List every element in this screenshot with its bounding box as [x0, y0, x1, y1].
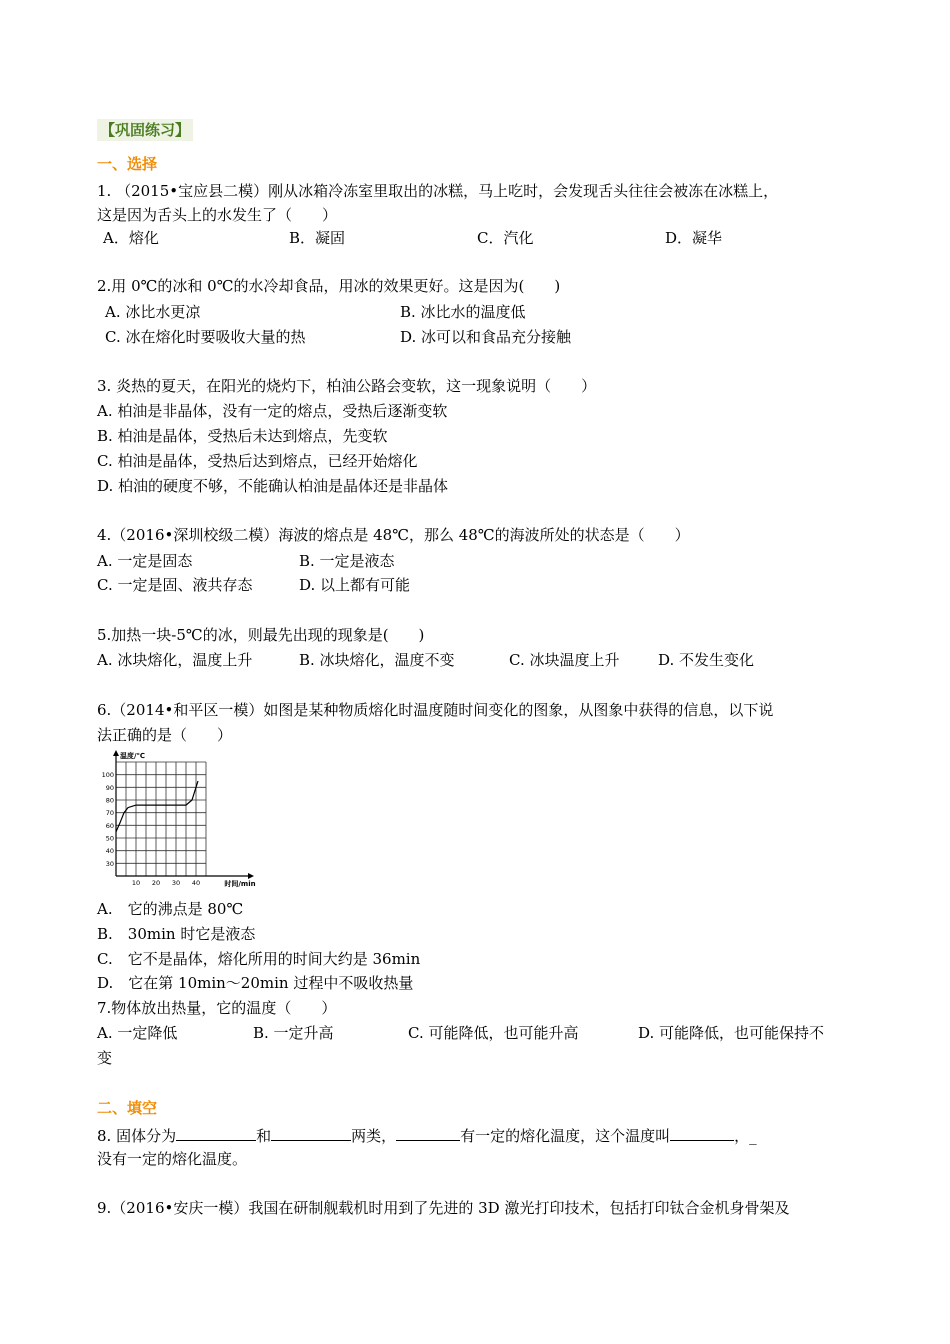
q8-text-2: 和 — [256, 1127, 272, 1145]
q2-option-b: B. 冰比水的温度低 — [400, 303, 526, 321]
q6-stem-line2: 法正确的是（ ） — [97, 726, 233, 744]
q3-option-c: C. 柏油是晶体，受热后达到熔点，已经开始熔化 — [97, 452, 418, 470]
q5-option-c: C. 冰块温度上升 — [509, 651, 620, 669]
x-tick-label: 10 — [131, 879, 141, 887]
q1-stem-line2: 这是因为舌头上的水发生了（ ） — [97, 206, 338, 224]
q1-option-c: C．汽化 — [477, 229, 534, 247]
section-title-choice: 一、选择 — [97, 155, 158, 173]
q9-stem: 9.（2016•安庆一模）我国在研制舰载机时用到了先进的 3D 激光打印技术，包括打印钛合金机身骨架及 — [97, 1199, 790, 1217]
q2-stem: 2.用 0℃的冰和 0℃的水冷却食品，用冰的效果更好。这是因为( ) — [97, 277, 561, 295]
section-title-fill: 二、填空 — [97, 1099, 158, 1117]
y-tick-label: 100 — [101, 771, 114, 780]
q4-option-b: B. 一定是液态 — [299, 552, 395, 570]
q6-option-d: D. 它在第 10min～20min 过程中不吸收热量 — [97, 974, 414, 992]
y-tick-label: 30 — [105, 859, 114, 868]
q5-option-a: A. 冰块熔化，温度上升 — [97, 651, 253, 669]
y-tick-label: 90 — [105, 783, 114, 792]
x-tick-label: 20 — [151, 879, 161, 887]
y-axis-arrow — [113, 750, 119, 756]
q3-option-a: A. 柏油是非晶体，没有一定的熔点，受热后逐渐变软 — [97, 402, 448, 420]
q4-option-c: C. 一定是固、液共存态 — [97, 576, 253, 594]
q7-option-d-wrap: 变 — [97, 1049, 113, 1067]
q7-stem: 7.物体放出热量，它的温度（ ） — [97, 999, 337, 1017]
q8-blank-4[interactable] — [670, 1124, 734, 1141]
q8-stem-line2: 没有一定的熔化温度。 — [97, 1150, 248, 1168]
q8-stem-line1 — [97, 1124, 757, 1146]
q8-blank-3[interactable] — [396, 1124, 460, 1141]
q4-stem: 4.（2016•深圳校级二模）海波的熔点是 48℃，那么 48℃的海波所处的状态是（ ） — [97, 526, 690, 544]
q2-option-a: A. 冰比水更凉 — [105, 303, 201, 321]
q3-option-d: D. 柏油的硬度不够，不能确认柏油是晶体还是非晶体 — [97, 477, 449, 495]
q8-blank-1[interactable] — [176, 1124, 256, 1141]
x-tick-label: 30 — [171, 879, 181, 887]
q6-option-c: C. 它不是晶体，熔化所用的时间大约是 36min — [97, 950, 421, 968]
q5-option-d: D. 不发生变化 — [658, 651, 755, 669]
q5-option-b: B. 冰块熔化，温度不变 — [299, 651, 455, 669]
q8-text-3: 两类， — [351, 1127, 397, 1145]
y-tick-label: 80 — [105, 796, 114, 805]
q8-text-1: 8. 固体分为 — [97, 1127, 177, 1145]
y-tick-label: 70 — [105, 809, 114, 818]
q3-option-b: B. 柏油是晶体，受热后未达到熔点，先变软 — [97, 427, 388, 445]
q1-option-b: B．凝固 — [289, 229, 346, 247]
y-tick-label: 60 — [105, 821, 114, 830]
y-tick-label: 50 — [105, 834, 114, 843]
x-tick-label: 40 — [191, 879, 201, 887]
q7-option-b: B. 一定升高 — [253, 1024, 334, 1042]
q8-text-5: ，_ — [734, 1127, 757, 1145]
y-tick-label: 40 — [105, 847, 114, 856]
q8-blank-2[interactable] — [271, 1124, 351, 1141]
q4-option-a: A. 一定是固态 — [97, 552, 193, 570]
y-axis-label: 温度/℃ — [120, 752, 146, 760]
x-axis-label: 时间/min — [224, 880, 256, 888]
q2-option-d: D. 冰可以和食品充分接触 — [400, 328, 572, 346]
q7-option-c: C. 可能降低，也可能升高 — [408, 1024, 579, 1042]
q6-option-a: A. 它的沸点是 80℃ — [97, 900, 244, 918]
q6-stem-line1: 6.（2014•和平区一模）如图是某种物质熔化时温度随时间变化的图象，从图象中获得的信息，以下说 — [97, 701, 774, 719]
q7-option-a: A. 一定降低 — [97, 1024, 178, 1042]
section-tag: 【巩固练习】 — [97, 119, 193, 141]
q3-stem: 3. 炎热的夏天，在阳光的烧灼下，柏油公路会变软，这一现象说明（ ） — [97, 377, 597, 395]
x-axis-arrow — [248, 873, 254, 879]
q5-stem: 5.加热一块-5℃的冰，则最先出现的现象是( ) — [97, 626, 425, 644]
q1-option-d: D．凝华 — [665, 229, 723, 247]
q1-option-a: A．熔化 — [103, 229, 159, 247]
q8-text-4: 有一定的熔化温度，这个温度叫 — [460, 1127, 671, 1145]
melting-curve-chart — [98, 748, 258, 890]
q6-option-b: B. 30min 时它是液态 — [97, 925, 256, 943]
q7-option-d: D. 可能降低，也可能保持不 — [638, 1024, 825, 1042]
q1-stem-line1: 1. （2015•宝应县二模）刚从冰箱冷冻室里取出的冰糕，马上吃时，会发现舌头往往会被冻在冰糕上， — [97, 182, 779, 200]
q2-option-c: C. 冰在熔化时要吸收大量的热 — [105, 328, 306, 346]
q4-option-d: D. 以上都有可能 — [299, 576, 411, 594]
